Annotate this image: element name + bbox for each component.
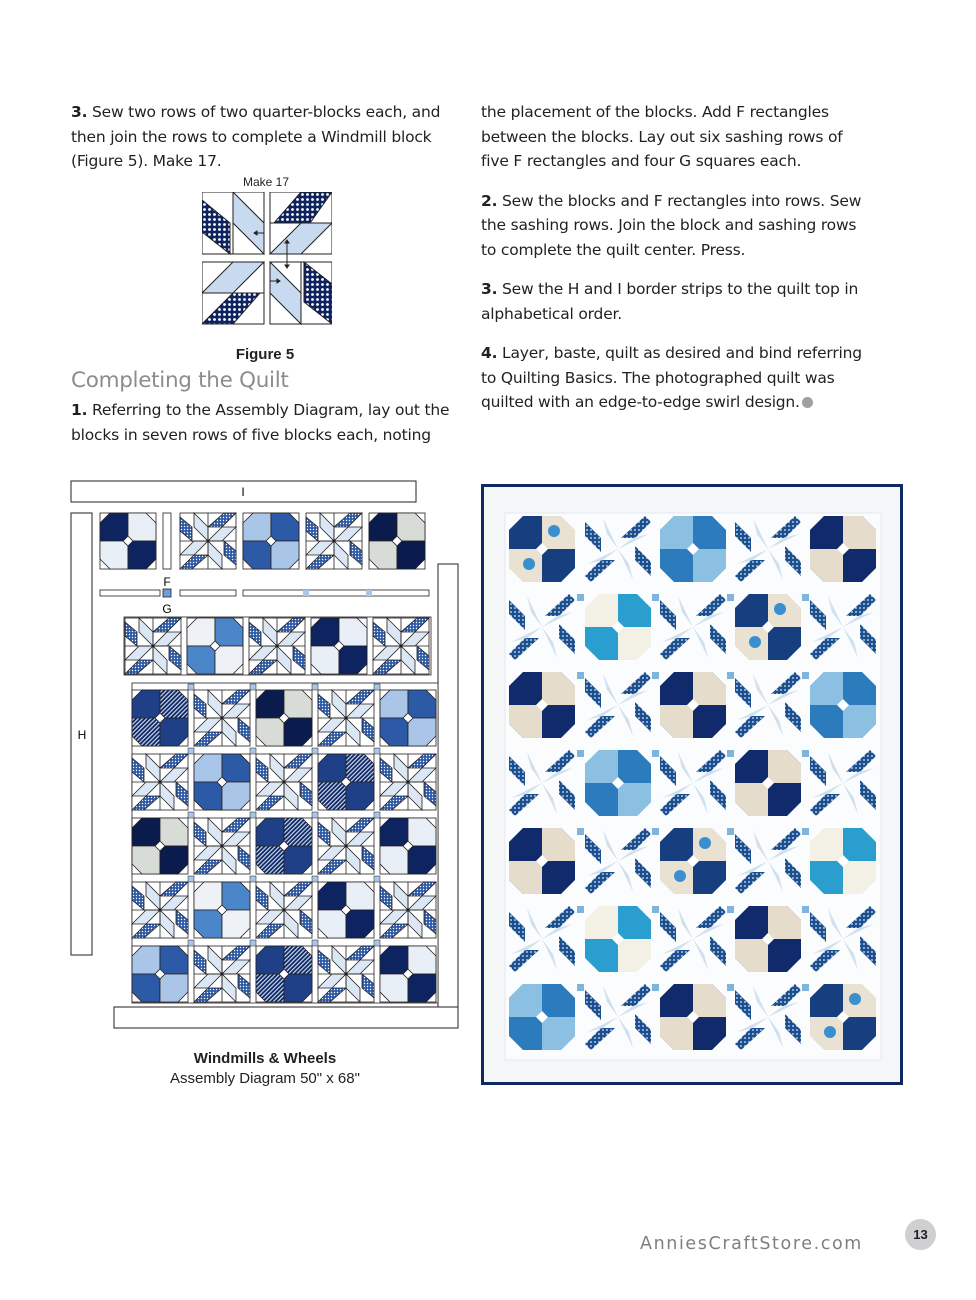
step-1-continued: the placement of the blocks. Add F rectangles between the blocks. Lay out six sashing rows of five F rectangles and four G squares each. bbox=[481, 103, 843, 170]
figure-5-title: Figure 5 bbox=[235, 346, 295, 363]
label-H: H bbox=[77, 728, 87, 742]
step-3-windmill: 3. Sew two rows of two quarter-blocks each, and then join the rows to complete a Windmill block (Figure 5). Make 17. bbox=[71, 103, 441, 170]
label-G: G bbox=[162, 602, 172, 616]
figure-5-make-count: Make 17 bbox=[242, 175, 290, 189]
figure-5-windmill-block bbox=[202, 192, 332, 330]
page-number-badge: 13 bbox=[905, 1219, 936, 1250]
end-of-article-dot-icon bbox=[802, 397, 813, 408]
assembly-diagram bbox=[70, 480, 462, 1032]
label-I: I bbox=[241, 485, 245, 499]
step-1-layout: 1. Referring to the Assembly Diagram, lay out the blocks in seven rows of five blocks each, noting bbox=[71, 401, 450, 444]
quilt-photo bbox=[481, 484, 903, 1085]
assembly-diagram-title: Windmills & Wheels bbox=[193, 1050, 337, 1067]
step-4-finish: 4. Layer, baste, quilt as desired and bind referring to Quilting Basics. The photographed quilt was quilted with an edge-to-edge swirl design. bbox=[481, 344, 862, 411]
step-3-borders: 3. Sew the H and I border strips to the quilt top in alphabetical order. bbox=[481, 280, 859, 323]
section-heading: Completing the Quilt bbox=[71, 368, 289, 393]
right-column bbox=[481, 100, 866, 430]
assembly-diagram-subtitle: Assembly Diagram 50" x 68" bbox=[170, 1070, 360, 1087]
footer-website[interactable]: AnniesCraftStore.com bbox=[640, 1234, 863, 1254]
step-2-sew-rows: 2. Sew the blocks and F rectangles into rows. Sew the sashing rows. Join the block and sashing rows to complete the quilt center. Press. bbox=[481, 191, 862, 259]
label-F: F bbox=[163, 575, 171, 589]
